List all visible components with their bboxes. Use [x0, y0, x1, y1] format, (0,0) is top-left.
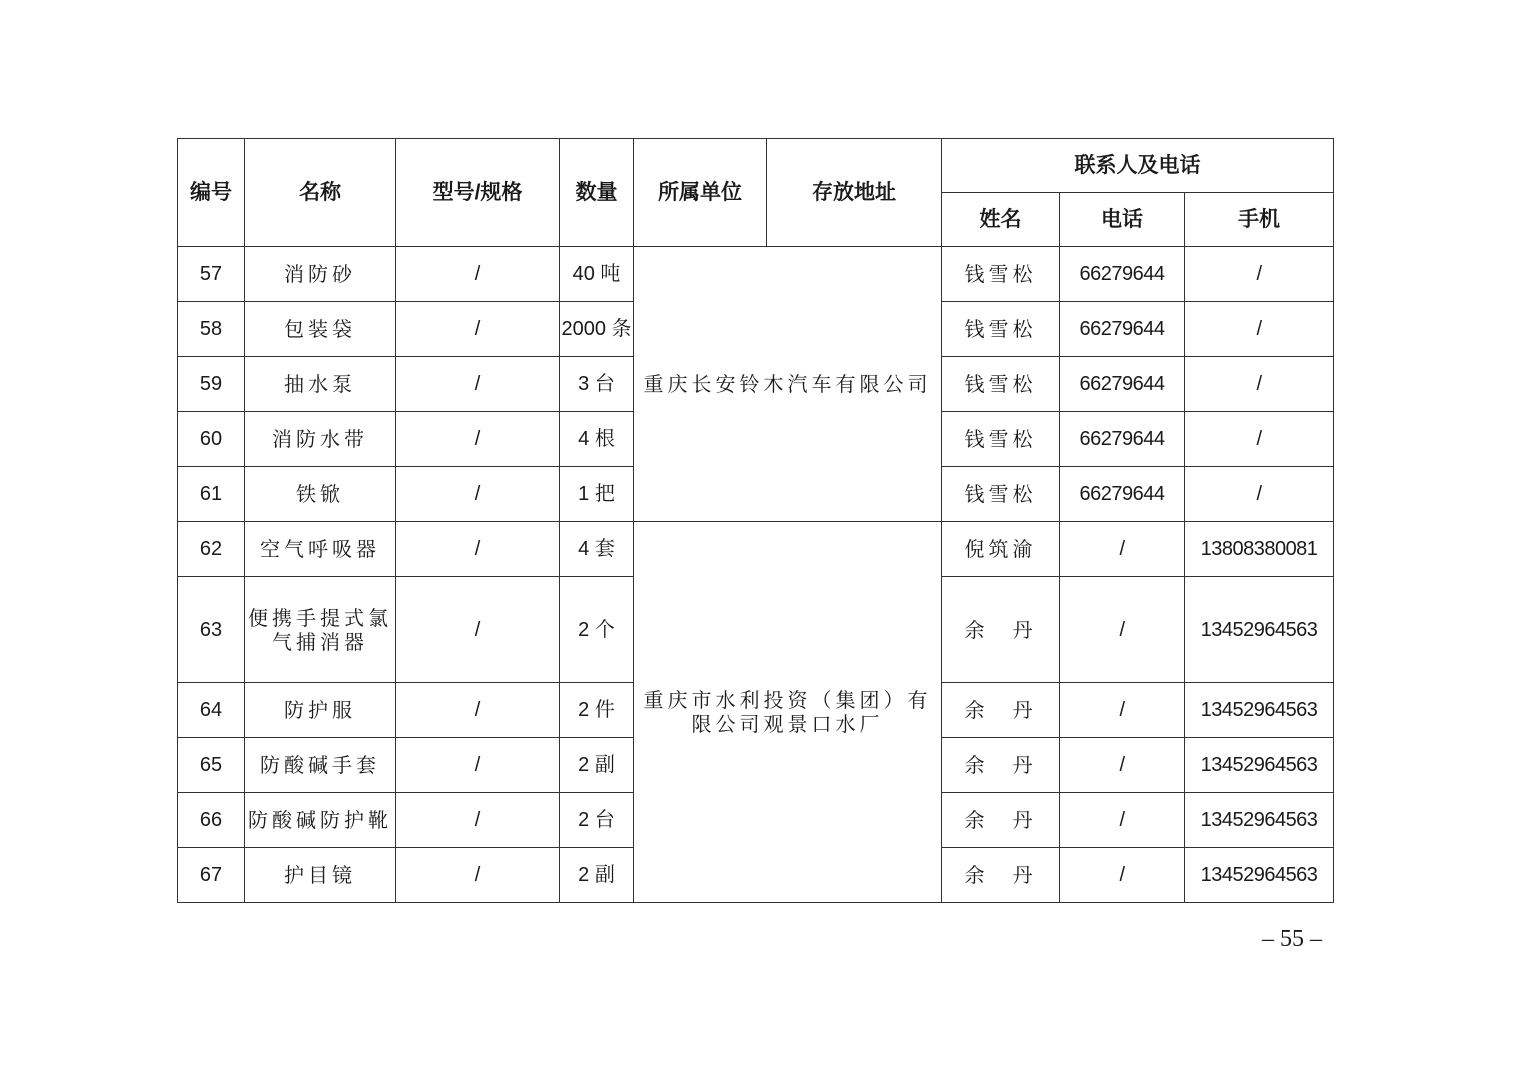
cell-tel: / — [1060, 848, 1185, 903]
cell-id: 59 — [178, 357, 245, 412]
cell-tel: / — [1060, 577, 1185, 683]
cell-id: 60 — [178, 412, 245, 467]
cell-name: 便携手提式氯气捕消器 — [245, 577, 396, 683]
cell-contact: 余 丹 — [942, 793, 1060, 848]
cell-mobile: / — [1185, 467, 1334, 522]
cell-contact: 钱雪松 — [942, 357, 1060, 412]
cell-qty: 2 副 — [560, 848, 634, 903]
cell-id: 61 — [178, 467, 245, 522]
cell-id: 65 — [178, 738, 245, 793]
header-quantity: 数量 — [560, 139, 634, 247]
cell-model: / — [396, 577, 560, 683]
cell-qty: 2 件 — [560, 683, 634, 738]
header-contact-tel: 电话 — [1060, 193, 1185, 247]
cell-tel: 66279644 — [1060, 357, 1185, 412]
cell-model: / — [396, 412, 560, 467]
cell-tel: / — [1060, 793, 1185, 848]
cell-mobile: 13452964563 — [1185, 738, 1334, 793]
cell-contact: 钱雪松 — [942, 247, 1060, 302]
cell-model: / — [396, 357, 560, 412]
cell-mobile: 13452964563 — [1185, 848, 1334, 903]
cell-mobile: / — [1185, 302, 1334, 357]
cell-model: / — [396, 522, 560, 577]
cell-id: 62 — [178, 522, 245, 577]
header-location: 存放地址 — [767, 139, 942, 247]
header-contact-name: 姓名 — [942, 193, 1060, 247]
cell-model: / — [396, 738, 560, 793]
cell-qty: 2 个 — [560, 577, 634, 683]
cell-qty: 3 台 — [560, 357, 634, 412]
cell-model: / — [396, 302, 560, 357]
cell-name: 消防水带 — [245, 412, 396, 467]
cell-unit-b: 重庆市水利投资（集团）有限公司观景口水厂 — [634, 522, 942, 903]
cell-id: 66 — [178, 793, 245, 848]
cell-qty: 2 台 — [560, 793, 634, 848]
cell-contact: 余 丹 — [942, 848, 1060, 903]
cell-qty: 2 副 — [560, 738, 634, 793]
cell-id: 63 — [178, 577, 245, 683]
cell-mobile: 13452964563 — [1185, 793, 1334, 848]
cell-contact: 余 丹 — [942, 738, 1060, 793]
cell-tel: 66279644 — [1060, 467, 1185, 522]
cell-contact: 倪筑渝 — [942, 522, 1060, 577]
cell-id: 57 — [178, 247, 245, 302]
header-id: 编号 — [178, 139, 245, 247]
cell-model: / — [396, 467, 560, 522]
cell-contact: 余 丹 — [942, 577, 1060, 683]
cell-contact: 钱雪松 — [942, 412, 1060, 467]
equipment-table — [177, 138, 1334, 903]
cell-qty: 2000 条 — [560, 302, 634, 357]
header-unit: 所属单位 — [634, 139, 767, 247]
cell-qty: 40 吨 — [560, 247, 634, 302]
cell-tel: / — [1060, 683, 1185, 738]
header-model: 型号/规格 — [396, 139, 560, 247]
cell-name: 防酸碱防护靴 — [245, 793, 396, 848]
cell-id: 64 — [178, 683, 245, 738]
cell-contact: 余 丹 — [942, 683, 1060, 738]
header-contact-mobile: 手机 — [1185, 193, 1334, 247]
header-name: 名称 — [245, 139, 396, 247]
cell-mobile: / — [1185, 247, 1334, 302]
cell-name: 铁锨 — [245, 467, 396, 522]
cell-name: 防酸碱手套 — [245, 738, 396, 793]
cell-mobile: 13452964563 — [1185, 683, 1334, 738]
cell-qty: 4 根 — [560, 412, 634, 467]
cell-model: / — [396, 683, 560, 738]
cell-name: 护目镜 — [245, 848, 396, 903]
cell-name: 空气呼吸器 — [245, 522, 396, 577]
cell-qty: 1 把 — [560, 467, 634, 522]
cell-tel: / — [1060, 738, 1185, 793]
cell-contact: 钱雪松 — [942, 302, 1060, 357]
cell-id: 67 — [178, 848, 245, 903]
page-number: – 55 – — [1262, 926, 1322, 952]
cell-name: 防护服 — [245, 683, 396, 738]
cell-tel: / — [1060, 522, 1185, 577]
cell-unit-a: 重庆长安铃木汽车有限公司 — [634, 247, 942, 522]
cell-name: 包装袋 — [245, 302, 396, 357]
header-contact-group: 联系人及电话 — [942, 139, 1334, 193]
cell-model: / — [396, 793, 560, 848]
cell-mobile: / — [1185, 357, 1334, 412]
cell-tel: 66279644 — [1060, 302, 1185, 357]
cell-name: 抽水泵 — [245, 357, 396, 412]
cell-contact: 钱雪松 — [942, 467, 1060, 522]
cell-tel: 66279644 — [1060, 247, 1185, 302]
table-row — [178, 522, 1334, 577]
cell-qty: 4 套 — [560, 522, 634, 577]
cell-model: / — [396, 247, 560, 302]
cell-name: 消防砂 — [245, 247, 396, 302]
cell-tel: 66279644 — [1060, 412, 1185, 467]
cell-mobile: / — [1185, 412, 1334, 467]
cell-id: 58 — [178, 302, 245, 357]
cell-mobile: 13452964563 — [1185, 577, 1334, 683]
table-row — [178, 247, 1334, 302]
cell-mobile: 13808380081 — [1185, 522, 1334, 577]
cell-model: / — [396, 848, 560, 903]
